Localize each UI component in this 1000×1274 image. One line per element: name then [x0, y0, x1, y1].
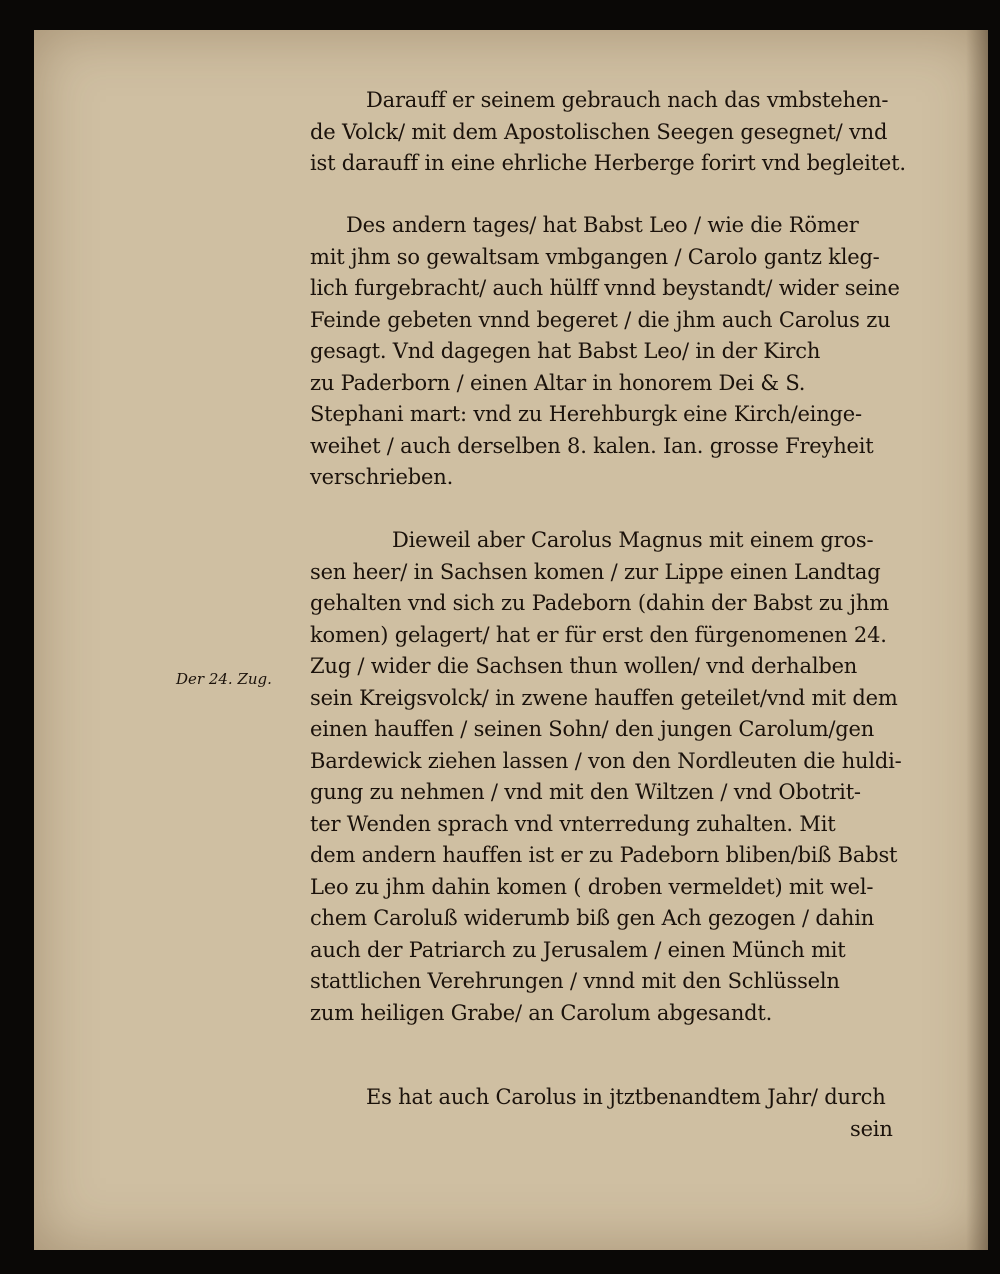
text-line: verschrieben.: [310, 465, 454, 489]
text-line: lich furgebracht/ auch hülff vnnd beystandt/ wider seine: [310, 276, 900, 300]
text-line: gung zu nehmen / vnd mit den Wiltzen / vnd Obotrit-: [310, 780, 861, 804]
text-line: Stephani mart: vnd zu Herehburgk eine Kirch/einge-: [310, 402, 862, 426]
text-line: komen) gelagert/ hat er für erst den fürgenomenen 24.: [310, 622, 887, 647]
paragraph-2: [310, 210, 900, 494]
margin-note: Der 24. Zug.: [176, 670, 272, 688]
text-line: stattlichen Verehrungen / vnnd mit den Schlüsseln: [310, 969, 840, 993]
book-page: [34, 30, 988, 1250]
text-line: de Volck/ mit dem Apostolischen Seegen gesegnet/ vnd: [310, 119, 888, 144]
text-line: chem Caroluß widerumb biß gen Ach gezogen / dahin: [310, 906, 875, 930]
paragraph-4: [310, 1082, 893, 1145]
text-line: einen hauffen / seinen Sohn/ den jungen Carolum/gen: [310, 717, 875, 741]
text-line: Leo zu jhm dahin komen ( droben vermeldet) mit wel-: [310, 874, 874, 899]
text-line: Zug / wider die Sachsen thun wollen/ vnd derhalben: [310, 654, 858, 678]
text-line: Es hat auch Carolus in jtztbenandtem Jahr/ durch: [366, 1085, 886, 1109]
text-line: gehalten vnd sich zu Padeborn (dahin der Babst zu jhm: [310, 591, 889, 615]
text-line: Bardewick ziehen lassen / von den Nordleuten die huldi-: [310, 748, 902, 773]
text-line: sein Kreigsvolck/ in zwene hauffen geteilet/vnd mit dem: [310, 685, 898, 710]
text-line: gesagt. Vnd dagegen hat Babst Leo/ in der Kirch: [310, 339, 821, 363]
text-line: sen heer/ in Sachsen komen / zur Lippe einen Landtag: [310, 559, 881, 584]
paragraph-3: [310, 525, 902, 1029]
text-line: zu Paderborn / einen Altar in honorem Dei & S.: [310, 370, 806, 395]
text-line: ter Wenden sprach vnd vnterredung zuhalten. Mit: [310, 811, 836, 836]
text-line: zum heiligen Grabe/ an Carolum abgesandt.: [310, 1000, 773, 1025]
text-line: weihet / auch derselben 8. kalen. Ian. grosse Freyheit: [310, 433, 874, 458]
text-line: dem andern hauffen ist er zu Padeborn bliben/biß Babst: [310, 843, 898, 867]
text-line: ist darauff in eine ehrliche Herberge forirt vnd begleitet.: [310, 151, 906, 175]
text-line: mit jhm so gewaltsam vmbgangen / Carolo gantz kleg-: [310, 244, 880, 269]
text-line: Dieweil aber Carolus Magnus mit einem gros-: [392, 528, 874, 552]
text-line: Darauff er seinem gebrauch nach das vmbstehen-: [366, 88, 889, 112]
page-fold-shadow: [966, 30, 988, 1250]
paragraph-1: [310, 85, 906, 180]
text-line: auch der Patriarch zu Jerusalem / einen Münch mit: [310, 937, 846, 962]
text-line: Des andern tages/ hat Babst Leo / wie die Römer: [346, 213, 859, 237]
text-line: Feinde gebeten vnnd begeret / die jhm auch Carolus zu: [310, 307, 891, 332]
catchword: sein: [850, 1116, 893, 1141]
